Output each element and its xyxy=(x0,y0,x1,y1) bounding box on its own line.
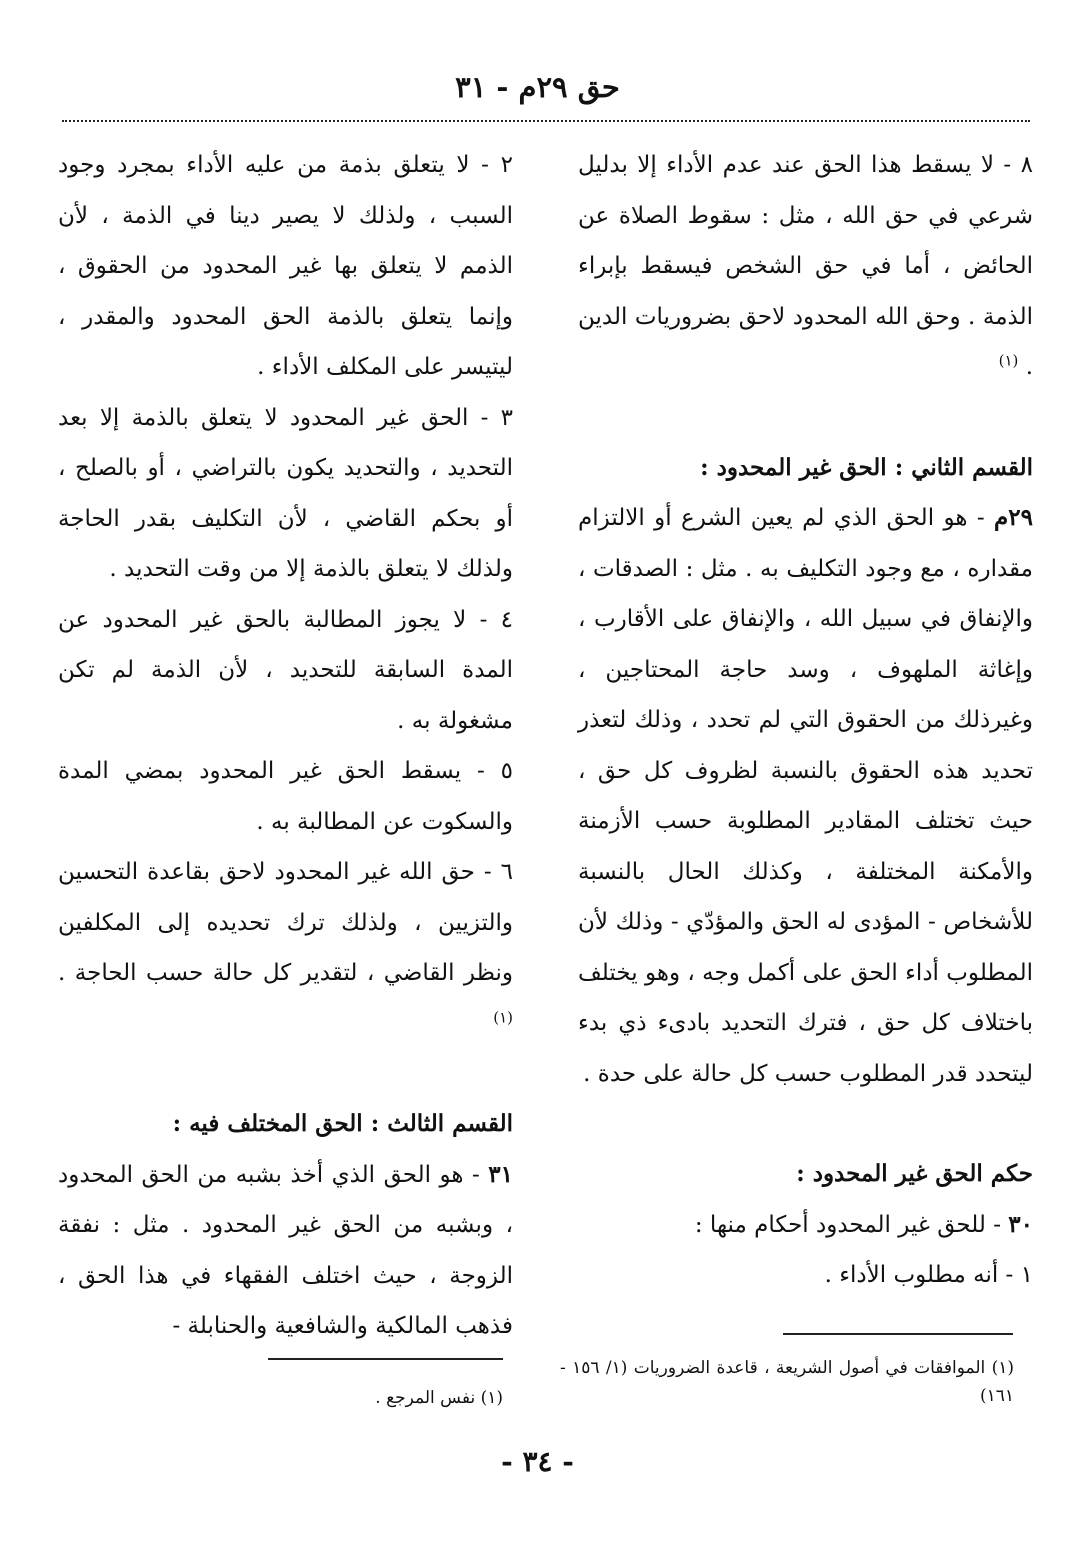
footnote-ref: (١) xyxy=(493,1007,513,1026)
spacer xyxy=(578,393,1033,443)
paragraph-2: ٢ - لا يتعلق بذمة من عليه الأداء بمجرد وجود السبب ، ولذلك لا يصير دينا في الذمة ، لأن الذمم لا يتعلق بها غير المحدود من الحقوق ، وإنما يتعلق بالذمة الحق المحدود والمقدر ، ليتيسر على المكلف الأداء . xyxy=(58,152,513,380)
paragraph-29-number: ٢٩م xyxy=(994,504,1033,531)
footnote-rule-left xyxy=(268,1358,503,1360)
page-header-title: حق ٢٩م - ٣١ xyxy=(455,70,620,104)
spacer xyxy=(578,1099,1033,1149)
paragraph-8-text: ٨ - لا يسقط هذا الحق عند عدم الأداء إلا بدليل شرعي في حق الله ، مثل : سقوط الصلاة عن الحائض ، أما في حق الشخص فيسقط بإبراء الذمة . وحق الله المحدود لاحق بضروريات الدين . xyxy=(578,152,1033,380)
paragraph-31-number: ٣١ xyxy=(488,1160,513,1188)
paragraph-3: ٣ - الحق غير المحدود لا يتعلق بالذمة إلا بعد التحديد ، والتحديد يكون بالتراضي ، أو بالصلح ، أو بحكم القاضي ، لأن التكليف بقدر الحاجة ولذلك لا يتعلق بالذمة إلا من وقت التحديد . xyxy=(58,404,513,582)
paragraph-4: ٤ - لا يجوز المطالبة بالحق غير المحدود عن المدة السابقة للتحديد ، لأن الذمة لم تكن مشغولة به . xyxy=(58,606,513,734)
paragraph-30-number: ٣٠ xyxy=(1008,1210,1033,1238)
ruling-heading: حكم الحق غير المحدود : xyxy=(796,1160,1033,1187)
footnote-ref: (١) xyxy=(998,351,1019,370)
section-3-heading: القسم الثالث : الحق المختلف فيه : xyxy=(172,1110,513,1137)
paragraph-8 xyxy=(578,140,1033,393)
spacer xyxy=(58,1049,513,1099)
header-dotted-rule xyxy=(62,120,1030,122)
paragraph-30-item-1: ١ - أنه مطلوب الأداء . xyxy=(824,1262,1033,1288)
paragraph-30-text: - للحق غير المحدود أحكام منها : xyxy=(694,1211,1009,1238)
paragraph-5: ٥ - يسقط الحق غير المحدود بمضي المدة والسكوت عن المطالبة به . xyxy=(58,758,513,835)
paragraph-30 xyxy=(578,1200,1033,1251)
paragraph-29 xyxy=(578,493,1033,1099)
page-number: - ٣٤ - xyxy=(501,1445,574,1478)
footnote-rule-right xyxy=(783,1333,1013,1335)
paragraph-29-text: - هو الحق الذي لم يعين الشرع أو الالتزام مقداره ، مع وجود التكليف به . مثل : الصدقات ، والإنفاق في سبيل الله ، والإنفاق على الأقارب ، وإغاثة الملهوف ، وسد حاجة المحتاجين ، وغيرذلك من الحقوق التي لم تحدد ، وذلك لتعذر تحديد هذه الحقوق بالنسبة لظروف كل حق ، حيث تختلف المقادير المطلوبة حسب الأزمنة والأمكنة المختلفة ، وكذلك الحال بالنسبة للأشخاص - المؤدى له الحق والمؤدّي - وذلك لأن المطلوب أداء الحق على أكمل وجه ، وهو يختلف باختلاف كل حق ، فترك التحديد بادىء ذي بدء ليتحدد قدر المطلوب حسب كل حالة على حدة . xyxy=(578,505,1033,1087)
right-column xyxy=(578,140,1033,1301)
paragraph-6 xyxy=(58,847,513,1049)
section-2-heading: القسم الثاني : الحق غير المحدود : xyxy=(700,453,1033,481)
footnote-right: (١) الموافقات في أصول الشريعة ، قاعدة الضروريات (١/ ١٥٦ - ١٦١) xyxy=(560,1358,1014,1406)
footnote-left: (١) نفس المرجع . xyxy=(375,1388,503,1408)
left-column xyxy=(58,140,513,1352)
paragraph-31-text: - هو الحق الذي أخذ بشبه من الحق المحدود ، وبشبه من الحق غير المحدود . مثل : نفقة الزوجة ، حيث اختلف الفقهاء في هذا الحق ، فذهب المالكية والشافعية والحنابلة - xyxy=(58,1161,513,1339)
paragraph-6-text: ٦ - حق الله غير المحدود لاحق بقاعدة التحسين والتزيين ، ولذلك ترك تحديده إلى المكلفين ونظر القاضي ، لتقدير كل حالة حسب الحاجة . xyxy=(58,859,513,986)
paragraph-31 xyxy=(58,1150,513,1352)
